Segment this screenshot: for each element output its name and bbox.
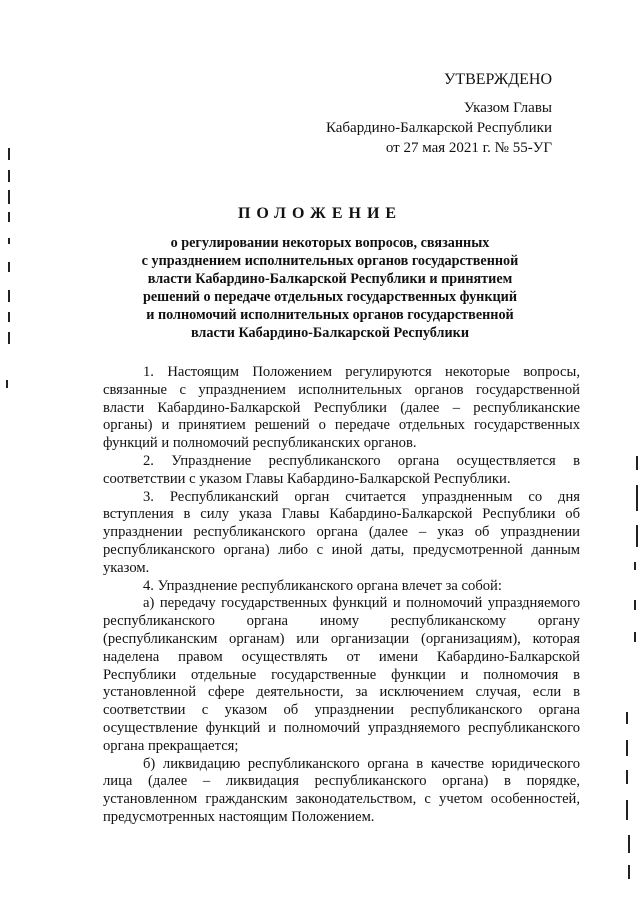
paragraph: 1. Настоящим Положением регулируются некоторые вопросы, связанные с упразднением исполнительных органов государственной власти Кабардино-Балкарской Республики (далее – республиканские органы) и принятием решений о передаче отдельных государственных функций и полномочий республиканских органов. [103, 364, 580, 452]
scan-mark [634, 632, 636, 642]
scan-mark [8, 238, 10, 244]
scan-mark [8, 170, 10, 182]
approval-line: Указом Главы [463, 100, 552, 116]
document-body [103, 364, 580, 827]
scan-mark [8, 148, 10, 160]
scan-mark [8, 332, 10, 344]
scan-mark [626, 712, 628, 724]
subtitle-line: власти Кабардино-Балкарской Республики [190, 325, 470, 341]
subtitle-line: и полномочий исполнительных органов государственной [146, 307, 514, 323]
scan-mark [8, 290, 10, 302]
approval-title: УТВЕРЖДЕНО [443, 71, 552, 88]
scan-mark [626, 770, 628, 784]
subtitle-line: с упразднением исполнительных органов государственной [141, 253, 519, 269]
paragraph: 3. Республиканский орган считается упраздненным со дня вступления в силу указа Главы Кабардино-Балкарской Республики об упразднении республиканского органа (далее – указ об упразднении республиканского органа) либо с иной даты, предусмотренной данным указом. [103, 488, 580, 576]
subtitle-line: власти Кабардино-Балкарской Республики и принятием [147, 271, 513, 287]
scan-mark [628, 865, 630, 879]
approval-line: от 27 мая 2021 г. № 55-УГ [385, 140, 552, 156]
subtitle-line: о регулировании некоторых вопросов, связанных [170, 235, 490, 251]
approval-line: Кабардино-Балкарской Республики [325, 120, 552, 136]
paragraph: а) передачу государственных функций и полномочий упраздняемого республиканского органа иному республиканскому органу (республиканским органам) или организации (организациям), которая наделена правом осуществлять от имени Кабардино-Балкарской Республики отдельные государственные функции и полномочия в установленной сфере деятельности, за исключением случая, если в соответствии с указом об упразднении республиканского органа осуществление функций и полномочий упраздняемого республиканского органа прекращается; [103, 595, 580, 754]
scan-mark [8, 212, 10, 222]
document-title: ПОЛОЖЕНИЕ [237, 205, 403, 222]
paragraph: б) ликвидацию республиканского органа в качестве юридического лица (далее – ликвидация республиканского органа) в порядке, установленном гражданским законодательством, с учетом особенностей, предусмотренных настоящим Положением. [103, 755, 580, 825]
scan-mark [636, 525, 638, 547]
scan-mark [626, 740, 628, 756]
paragraph: 4. Упразднение республиканского органа влечет за собой: [143, 577, 502, 594]
scan-mark [6, 380, 8, 388]
scan-mark [628, 835, 630, 853]
scan-mark [8, 262, 10, 272]
scan-mark [8, 190, 10, 204]
scan-mark [636, 456, 638, 470]
subtitle-line: решений о передаче отдельных государственных функций [142, 289, 518, 305]
approval-stamp [312, 70, 552, 158]
scan-mark [634, 562, 636, 570]
document-subtitle [110, 234, 550, 342]
scan-mark [634, 600, 636, 610]
scan-mark [8, 312, 10, 322]
paragraph: 2. Упразднение республиканского органа осуществляется в соответствии с указом Главы Кабардино-Балкарской Республики. [103, 452, 580, 487]
scan-mark [636, 485, 638, 511]
scan-mark [626, 800, 628, 820]
